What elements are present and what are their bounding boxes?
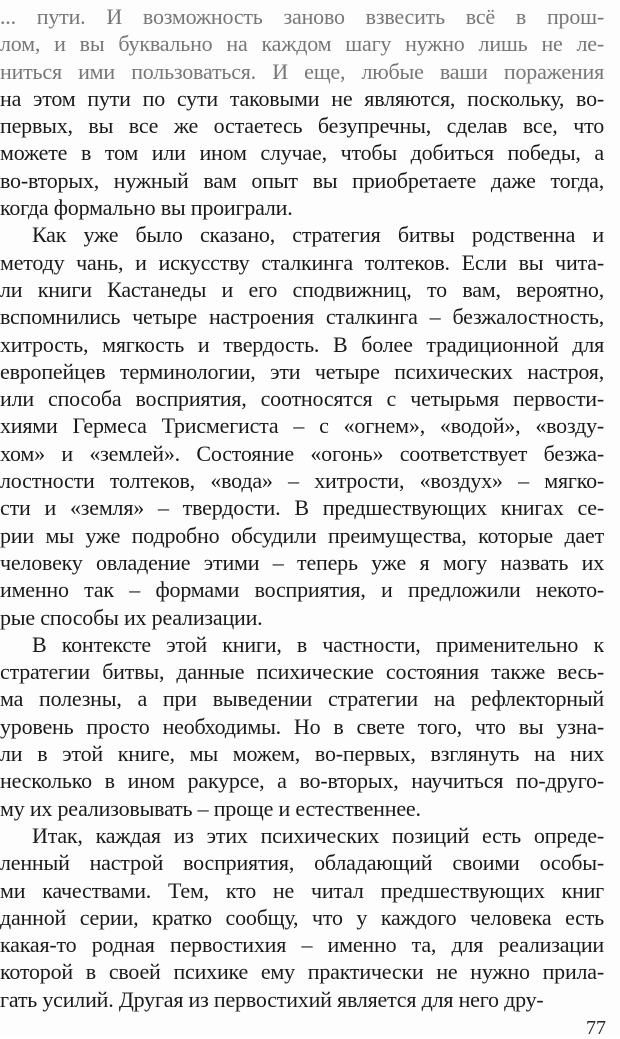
text-line: ма полезны, а при выведении стратегии на рефлекторный — [0, 686, 604, 712]
text-line: первых, вы все же остаетесь безупречны, сделав все, что — [0, 113, 604, 139]
text-line: хитрость, мягкость и твердость. В более традиционной для — [0, 331, 604, 357]
text-line: или способа восприятия, соотносятся с четырьмя первости- — [0, 386, 604, 412]
text-line: какая-то родная первостихия – именно та, для реализации — [0, 932, 604, 958]
text-line: на этом пути по сути таковыми не являются, поскольку, во- — [0, 85, 604, 111]
text-line: данной серии, кратко сообщу, что у каждого человека есть — [0, 904, 604, 930]
text-line: несколько в ином ракурсе, а во-вторых, научиться по-друго- — [0, 768, 604, 794]
text-line: ... пути. И возможность заново взвесить всё в прош- — [0, 4, 604, 29]
text-line: ленный настрой восприятия, обладающий своими особы- — [0, 850, 604, 876]
text-line: лом, и вы буквально на каждом шагу нужно лишь не ле- — [0, 31, 604, 57]
text-line: сти и «земля» – твердости. В предшествующих книгах се- — [0, 495, 604, 521]
text-line: рии мы уже подробно обсудили преимущества, которые дает — [0, 522, 604, 548]
paragraph-context — [0, 631, 604, 822]
text-line: рые способы их реализации. — [0, 604, 263, 630]
text-line: методу чань, и искусству сталкинга толтеков. Если вы чита- — [0, 249, 604, 275]
page-body-text — [0, 3, 604, 1013]
text-line: Итак, каждая из этих психических позиций есть опреде- — [32, 822, 604, 848]
paragraph-intro — [0, 3, 604, 221]
text-line: В контексте этой книги, в частности, применительно к — [32, 631, 604, 657]
text-line: хом» и «землей». Состояние «огонь» соответствует безжа- — [0, 440, 604, 466]
text-line: которой в своей психике ему практически не нужно прила- — [0, 959, 604, 985]
text-line: хиями Гермеса Трисмегиста – с «огнем», «водой», «возду- — [0, 413, 604, 439]
paragraph-summary — [0, 822, 604, 1013]
text-line: му их реализовывать – проще и естественнее. — [0, 795, 421, 821]
text-line: во-вторых, нужный вам опыт вы приобретаете даже тогда, — [0, 167, 604, 193]
text-line: европейцев терминологии, эти четыре психических настроя, — [0, 358, 604, 384]
text-line: человеку овладение этими – теперь уже я могу назвать их — [0, 549, 604, 575]
text-line: можете в том или ином случае, чтобы добиться победы, а — [0, 140, 604, 166]
text-line: вспомнились четыре настроения сталкинга – безжалостность, — [0, 304, 604, 330]
text-line: Как уже было сказано, стратегия битвы родственна и — [32, 222, 604, 248]
text-line: стратегии битвы, данные психические состояния также весь- — [0, 659, 604, 685]
text-line: ниться ими пользоваться. И еще, любые ваши поражения — [0, 58, 604, 84]
paragraph-stalking-moods — [0, 221, 604, 630]
text-line: гать усилий. Другая из первостихий является для него дру- — [0, 986, 544, 1012]
text-line: ли книги Кастанеды и его сподвижниц, то вам, вероятно, — [0, 276, 604, 302]
text-line: ли в этой книге, мы можем, во-первых, взглянуть на них — [0, 741, 604, 767]
text-line: ми качествами. Тем, кто не читал предшествующих книг — [0, 877, 604, 903]
text-line: лостности толтеков, «вода» – хитрости, «воздух» – мягко- — [0, 468, 604, 494]
text-line: именно так – формами восприятия, и предложили некото- — [0, 577, 604, 603]
page-number: 77 — [586, 1017, 606, 1039]
text-line: когда формально вы проиграли. — [0, 195, 293, 221]
text-line: уровень просто необходимы. Но в свете того, что вы узна- — [0, 713, 604, 739]
